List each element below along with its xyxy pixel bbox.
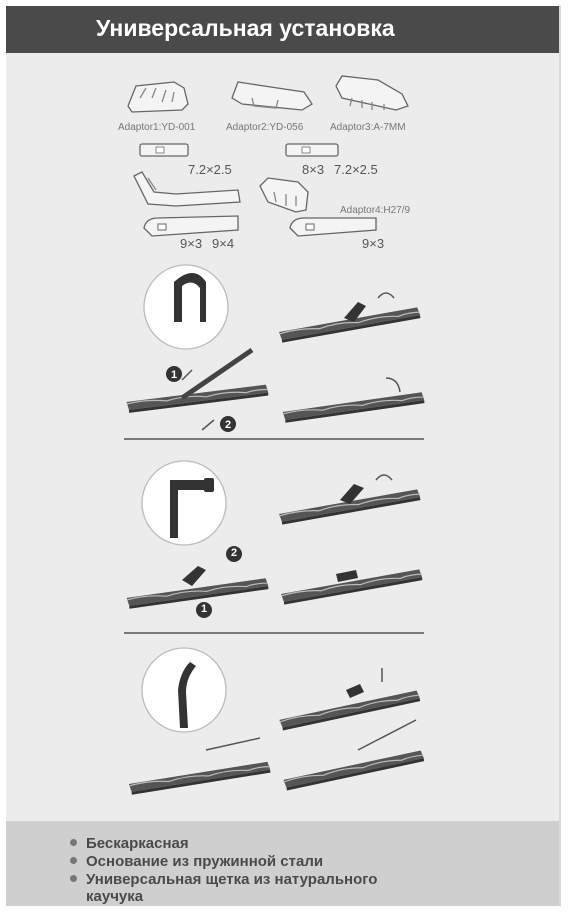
section2-illustration <box>6 446 559 636</box>
section3-illustration <box>6 638 559 818</box>
dim-strip3-b: 9×4 <box>212 236 235 251</box>
dim-strip2-b: 7.2×2.5 <box>334 162 378 177</box>
section3-blade-step-b <box>278 668 422 731</box>
section3-blade-step-a <box>128 738 271 795</box>
feature-list <box>6 821 559 906</box>
section2-step-one-label: 1 <box>200 603 208 615</box>
adapter3-label: Adaptor3:A-7MM <box>330 122 406 133</box>
adapter3-icon <box>336 76 408 110</box>
section2-blade-step-a <box>126 566 269 609</box>
section2-hook-detail <box>142 461 226 545</box>
adapter-strip-4 <box>290 218 376 236</box>
section3-hook-detail <box>142 648 226 732</box>
step-one-label: 1 <box>170 369 178 381</box>
page-title: Универсальная установка <box>96 15 395 41</box>
adapter1-label: Adaptor1:YD-001 <box>118 122 196 133</box>
adapter-strip-2 <box>286 144 338 156</box>
adapter2-label: Adaptor2:YD-056 <box>226 122 304 133</box>
section1-blade-step-b <box>278 293 421 343</box>
instruction-card <box>6 6 561 906</box>
section2-step-two-label: 2 <box>230 547 238 559</box>
section1-blade-step-c <box>282 378 425 423</box>
bullet-icon <box>70 875 77 882</box>
adapter1-icon <box>128 82 188 112</box>
arm-hook-sketch <box>134 172 240 206</box>
bullet-icon <box>70 839 77 846</box>
divider-1 <box>124 438 424 440</box>
adapter-strip-3 <box>144 216 238 236</box>
section1-blade-step-a <box>126 350 269 430</box>
section2-blade-step-b <box>278 475 421 525</box>
section2-blade-step-c <box>280 569 423 605</box>
bullet-icon <box>70 857 77 864</box>
step-two-label: 2 <box>224 419 232 431</box>
divider-2 <box>124 632 424 634</box>
feature-item-1: Бескаркасная <box>70 835 189 852</box>
section1-step-number-2 <box>220 416 236 432</box>
adapter2-icon <box>232 82 312 110</box>
adapter-strip-1 <box>140 144 188 156</box>
feature-item-3: Универсальная щетка из натурального <box>70 871 377 888</box>
feature-item-2: Основание из пружинной стали <box>70 853 323 870</box>
feature-item-3-continued: каучука <box>86 888 144 905</box>
dim-strip3-a: 9×3 <box>180 236 203 251</box>
dim-strip4: 9×3 <box>362 236 385 251</box>
adapter4-icon <box>260 178 308 212</box>
dim-strip1: 7.2×2.5 <box>188 162 232 177</box>
section3-blade-step-c <box>282 720 426 791</box>
section1-hook-detail <box>144 265 228 349</box>
dim-strip2-a: 8×3 <box>302 162 325 177</box>
section1-step-number-1 <box>166 366 182 382</box>
adapter4-label: Adaptor4:H27/9 <box>340 205 411 216</box>
